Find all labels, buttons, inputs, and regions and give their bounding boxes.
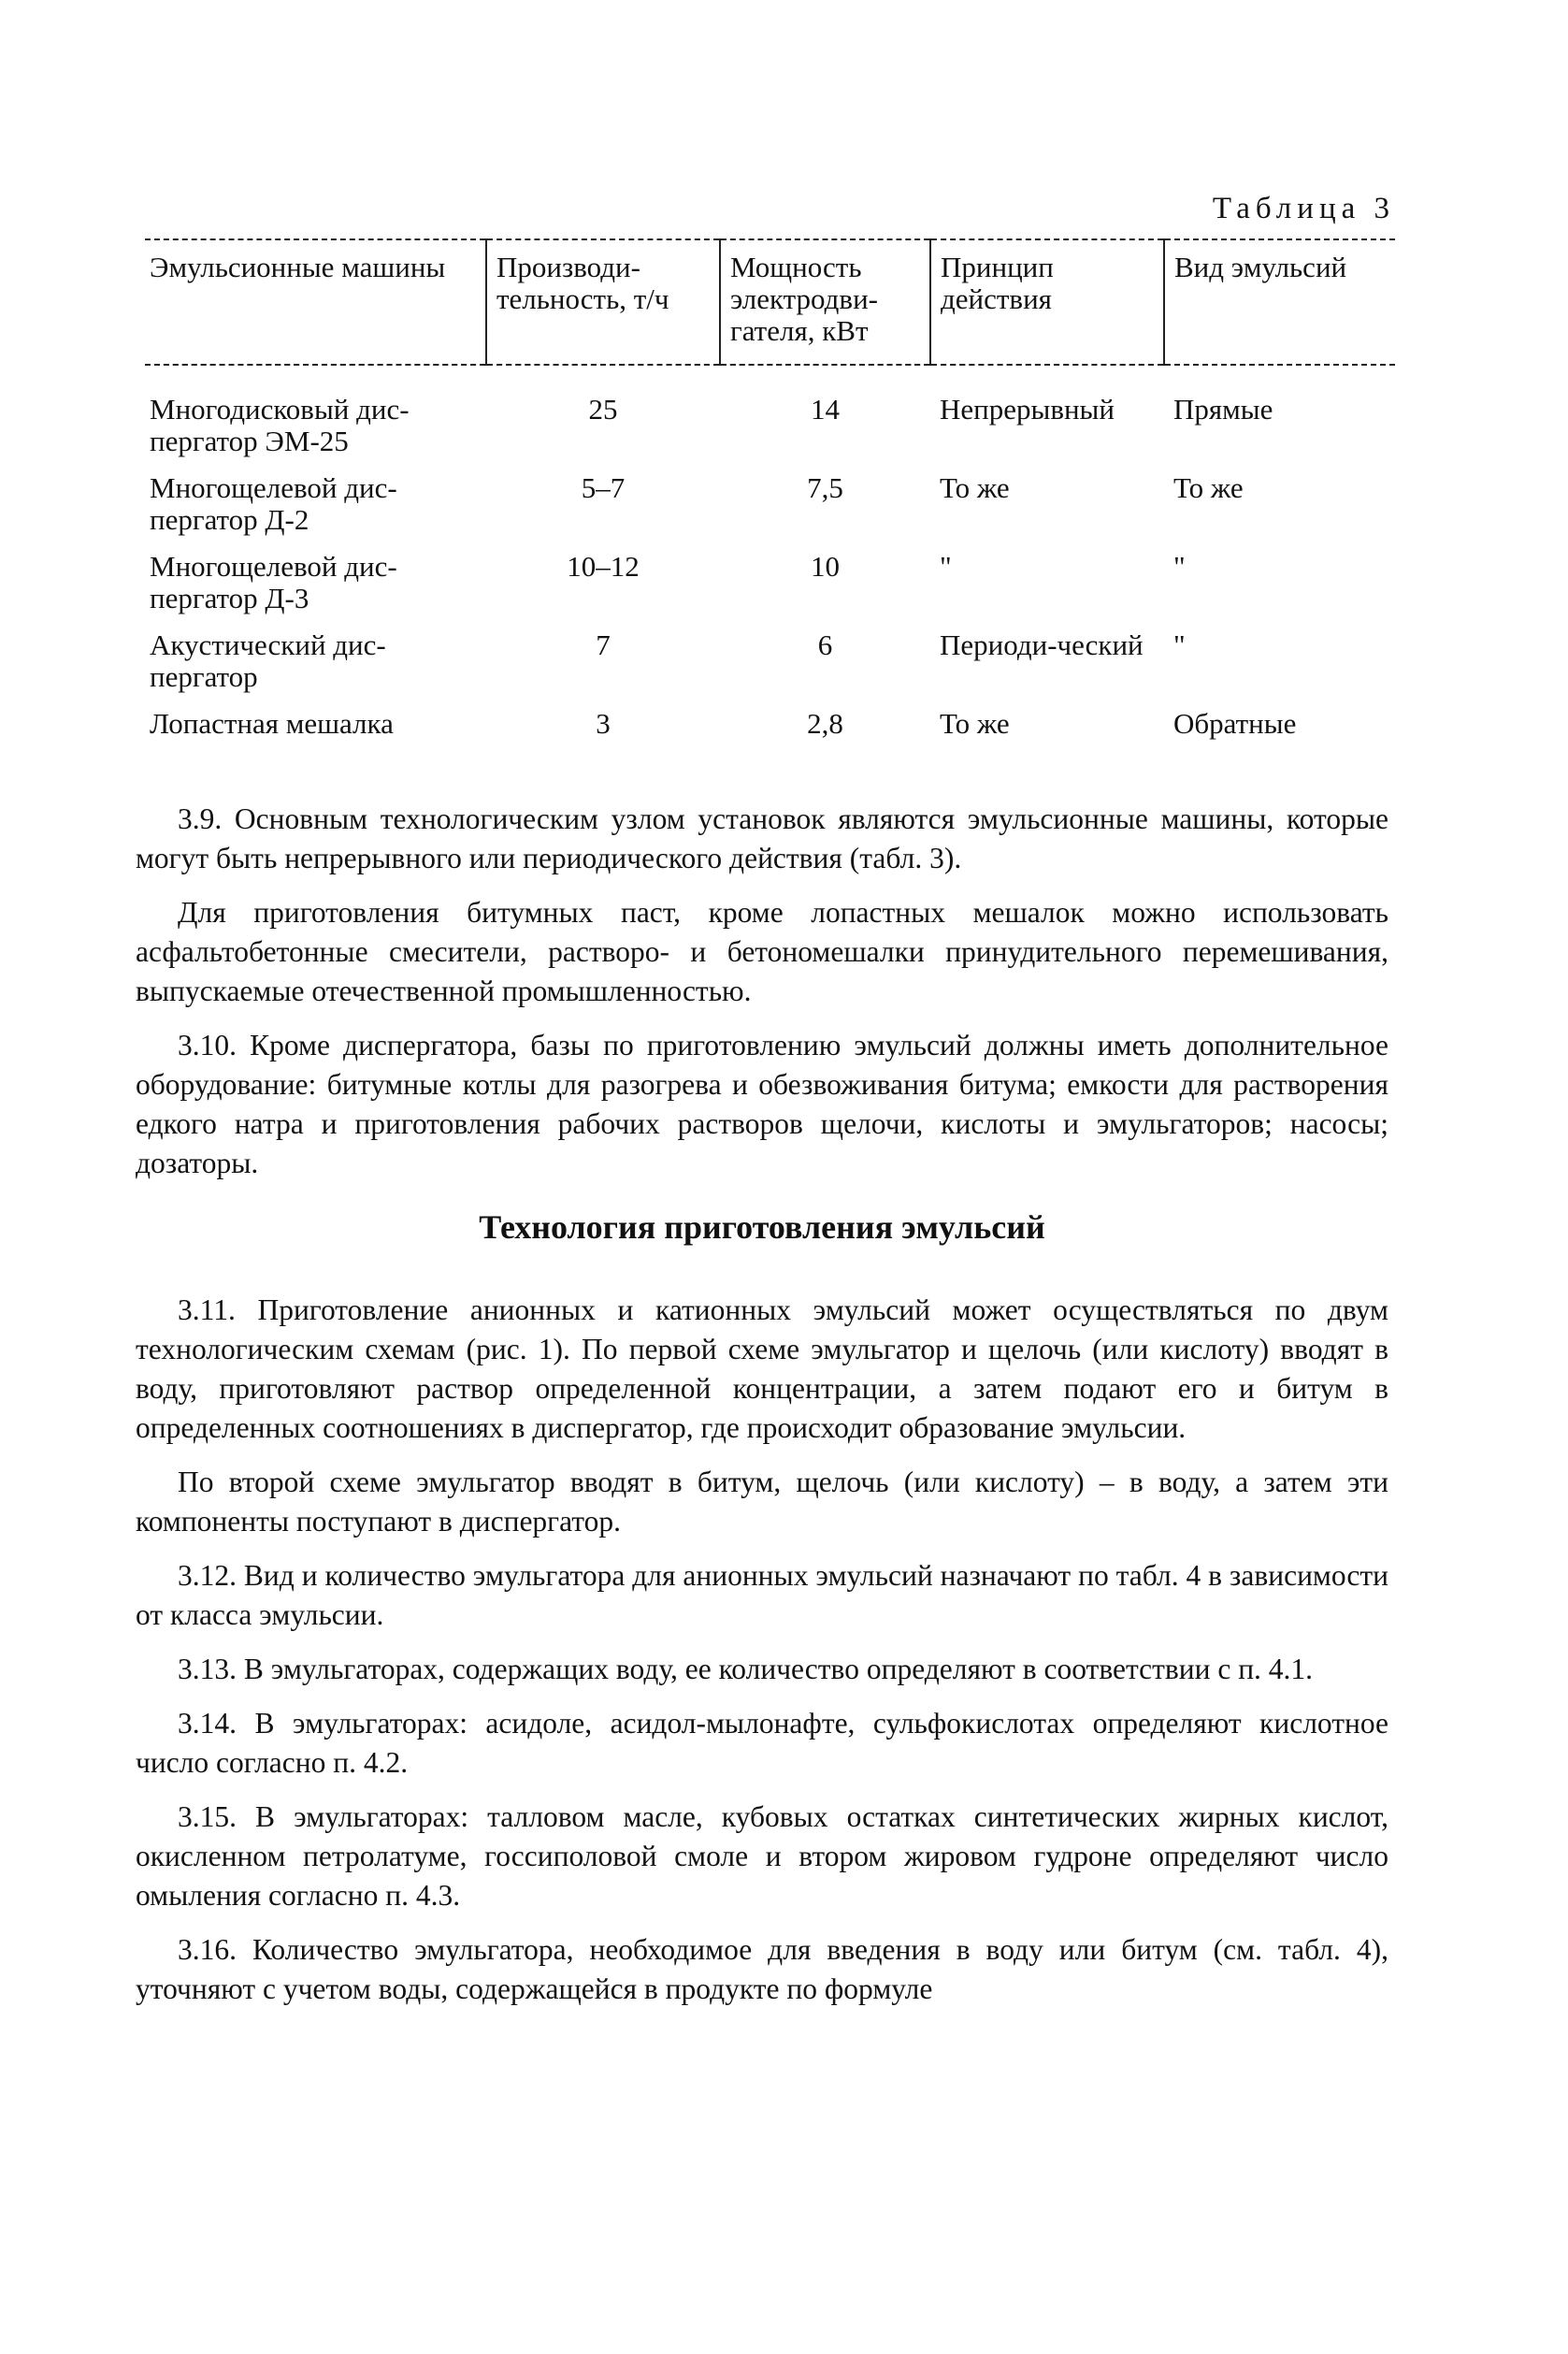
paragraph-3-16: 3.16. Количество эмульгатора, необходимое для введения в воду или битум (см. табл. 4), уточняют с учетом воды, содержащейся в продукте по формуле (136, 1933, 1388, 2005)
cell-machine: Многощелевой дис-пергатор Д-2 (150, 471, 397, 536)
table-row (145, 551, 1395, 629)
paragraph-pastes: Для приготовления битумных паст, кроме лопастных мешалок можно использовать асфальтобетонные смесители, растворо- и бетономешалки принудительного перемешивания, выпускаемые отечественной промышленностью. (136, 896, 1388, 1007)
cell-power: 14 (811, 393, 840, 426)
cell-machine: Многощелевой дис-пергатор Д-3 (150, 550, 397, 614)
paragraph-3-11: 3.11. Приготовление анионных и катионных эмульсий может осуществляться по двум технологическим схемам (рис. 1). По первой схеме эмульгатор и щелочь (или кислоту) вводят в воду, приготовляют раствор определенной концентрации, а затем подают его и битум в определенных соотношениях в диспергатор, где происходит образование эмульсии. (136, 1293, 1388, 1444)
table-row (145, 472, 1395, 551)
cell-machine: Многодисковый дис-пергатор ЭМ-25 (150, 393, 410, 457)
table-header-row (145, 239, 1395, 365)
cell-machine: Лопастная мешалка (150, 707, 394, 740)
cell-emulsion-type: То же (1173, 471, 1244, 504)
paragraph-3-9: 3.9. Основным технологическим узлом установок являются эмульсионные машины, которые могут быть непрерывного или периодического действия (табл. 3). (136, 802, 1388, 874)
cell-emulsion-type: " (1173, 550, 1186, 583)
table-caption: Таблица 3 (1212, 192, 1395, 225)
cell-capacity: 3 (596, 707, 611, 740)
cell-power: 6 (817, 628, 833, 661)
cell-capacity: 25 (588, 393, 618, 426)
cell-principle: То же (940, 707, 1010, 740)
cell-capacity: 5–7 (581, 471, 626, 504)
cell-power: 7,5 (807, 471, 843, 504)
header-emulsion-type: Вид эмульсий (1164, 239, 1395, 365)
table-row (145, 629, 1395, 708)
cell-power: 2,8 (807, 707, 843, 740)
table-row (145, 365, 1395, 472)
cell-power: 10 (811, 550, 840, 583)
paragraph-3-13: 3.13. В эмульгаторах, содержащих воду, ее количество определяют в соответствии с п. 4.1. (178, 1653, 1314, 1685)
paragraph-3-15: 3.15. В эмульгаторах: талловом масле, кубовых остатках синтетических жирных кислот, окисленном петролатуме, госсиполовой смоле и втором жировом гудроне определяют число омыления согласно п. 4.3. (136, 1800, 1388, 1912)
paragraph-second-scheme: По второй схеме эмульгатор вводят в битум, щелочь (или кислоту) – в воду, а затем эти компоненты поступают в диспергатор. (136, 1466, 1388, 1538)
paragraph-3-12: 3.12. Вид и количество эмульгатора для анионных эмульсий назначают по табл. 4 в зависимости от класса эмульсии. (136, 1559, 1388, 1631)
header-motor-power: Мощность электродви-гателя, кВт (720, 239, 930, 365)
body-text-top (136, 800, 1388, 1198)
body-text-bottom (136, 1291, 1388, 2024)
cell-principle: Периоди-ческий (940, 628, 1144, 661)
table-row (145, 708, 1395, 755)
section-heading: Технология приготовления эмульсий (479, 1208, 1045, 1246)
cell-principle: То же (940, 471, 1010, 504)
header-operating-principle: Принцип действия (930, 239, 1164, 365)
cell-machine: Акустический дис-пергатор (150, 628, 386, 693)
paragraph-3-14: 3.14. В эмульгаторах: асидоле, асидол-мылонафте, сульфокислотах определяют кислотное число согласно п. 4.2. (136, 1707, 1388, 1779)
cell-emulsion-type: " (1173, 628, 1186, 661)
header-machines: Эмульсионные машины (145, 239, 486, 365)
paragraph-3-10: 3.10. Кроме диспергатора, базы по приготовлению эмульсий должны иметь дополнительное оборудование: битумные котлы для разогрева и обезвоживания битума; емкости для растворения едкого натра и приготовления рабочих растворов щелочи, кислоты и эмульгаторов; насосы; дозаторы. (136, 1029, 1388, 1179)
cell-capacity: 7 (596, 628, 611, 661)
cell-principle: Непрерывный (940, 393, 1115, 426)
cell-emulsion-type: Прямые (1173, 393, 1273, 426)
equipment-table (145, 238, 1395, 755)
cell-capacity: 10–12 (567, 550, 640, 583)
cell-principle: " (940, 550, 952, 583)
cell-emulsion-type: Обратные (1173, 707, 1297, 740)
header-capacity: Производи-тельность, т/ч (486, 239, 720, 365)
